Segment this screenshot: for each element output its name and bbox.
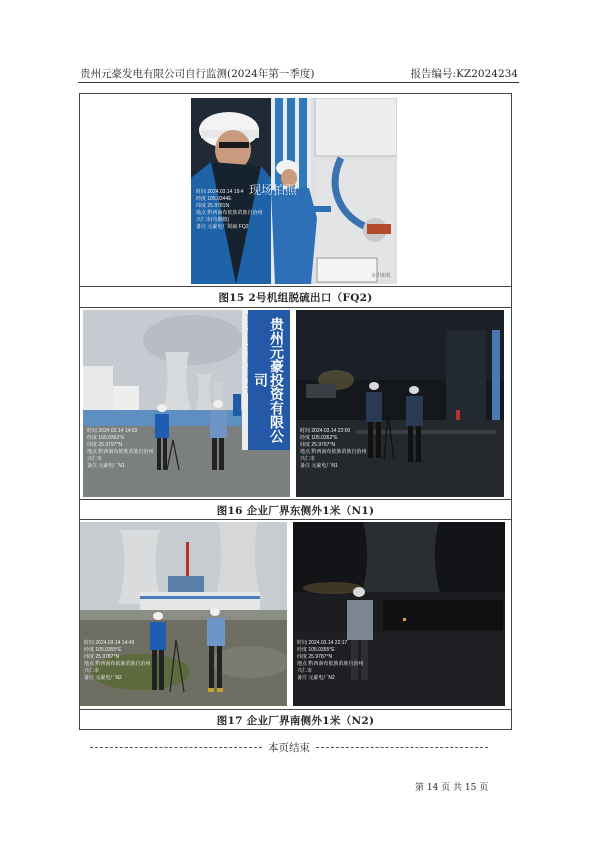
camera-stamp: 水印相机: [370, 273, 391, 279]
photo-n1-night: [296, 310, 504, 497]
page-number: 第 14 页 共 15 页: [415, 783, 489, 793]
photo-n1-day: [83, 310, 290, 497]
report-number: 报告编号:KZ2024234: [410, 68, 518, 80]
photo-watermark: 时间 2024.03.14 14:49 经度 105.0355°E 纬度 25.9787°N 地点 黔西南布依族苗族自治州 兴仁市 备注 元豪电厂N2: [84, 640, 151, 681]
photo-watermark: 时间 2024.03.14 22:17 经度 105.0355°E 纬度 25.9787°N 地点 黔西南布依族苗族自治州 兴仁市 备注 元豪电厂N2: [297, 640, 364, 681]
photo-n2-night: [293, 522, 505, 706]
header-rule: [78, 82, 519, 83]
figure-16-caption: 图16 企业厂界东侧外1米（N1): [216, 505, 375, 517]
overlay-tag: 现场拍照: [249, 183, 298, 197]
photo-watermark: 时间 2024.03.14 19:4 经度 105.0344E 纬度 25.9781N 地点 黔西南布依族苗族自治州 兴仁市(屯脚镇) 备注 元豪电厂脱硫 FQ2: [196, 189, 263, 230]
company-sign: 贵州元豪投资有限公司: [252, 317, 284, 443]
page-header: [80, 66, 518, 82]
photo-fq2-sampling: [191, 98, 397, 284]
page-end-text: 本页结束: [264, 740, 314, 755]
figure-15-caption: 图15 2号机组脱硫出口（FQ2): [218, 292, 373, 304]
company-sign-english: GUIZHOU YUANHAO INVESTMENT COMPANY LIMITED: [246, 314, 250, 394]
photo-watermark: 时间 2024.03.14 22:00 经度 105.0362°E 纬度 25.9797°N 地点 黔西南布依族苗族自治州 兴仁市 备注 元豪电厂N1: [300, 428, 367, 469]
header-title: 贵州元豪发电有限公司自行监测(2024年第一季度): [80, 68, 315, 80]
page-end-marker: [90, 740, 488, 754]
figure-table: [79, 93, 512, 730]
photo-watermark: 时间 2024.03.14 14:03 经度 105.0362°E 纬度 25.9797°N 地点 黔西南布依族苗族自治州 兴仁市 备注 元豪电厂N1: [87, 428, 154, 469]
figure-17-caption: 图17 企业厂界南侧外1米（N2): [216, 715, 375, 727]
photo-n2-day: [80, 522, 287, 706]
